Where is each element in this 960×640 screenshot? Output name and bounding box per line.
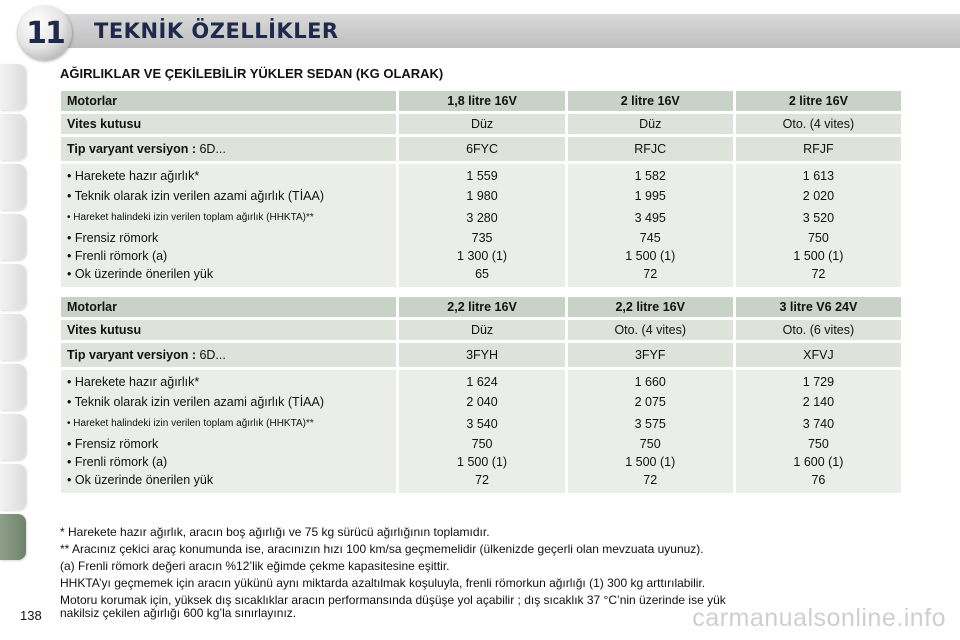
chapter-tab [0, 364, 26, 410]
value-cell: 1 624 [466, 375, 498, 389]
value-cell: 735 [471, 231, 493, 245]
value-cell: 72 [643, 473, 658, 487]
engines-row [61, 91, 901, 111]
value-cell: 1 660 [634, 375, 666, 389]
gearbox-row [61, 320, 901, 340]
engine-cell: 2 litre 16V [736, 91, 901, 111]
engines-label: Motorlar [61, 91, 396, 111]
value-cell: 2 140 [802, 395, 835, 409]
value-cell: 3 520 [802, 211, 835, 225]
value-cell: 750 [807, 231, 829, 245]
variant-cell: RFJF [736, 137, 901, 161]
footnote: * Harekete hazır ağırlık, aracın boş ağırlığı ve 75 kg sürücü ağırlığının toplamıdır. [60, 525, 490, 539]
row-label: • Frensiz römork [67, 437, 159, 451]
chapter-tab-active [0, 514, 26, 560]
value-cell: 3 740 [802, 417, 835, 431]
variant-cell: RFJC [568, 137, 733, 161]
value-cell: 1 995 [634, 189, 666, 203]
row-label: • Frenli römork (a) [67, 249, 168, 263]
chapter-number: 11 [26, 15, 64, 51]
engine-cell: 2,2 litre 16V [568, 297, 733, 317]
row-label: • Teknik olarak izin verilen azami ağırlık (TİAA) [67, 189, 325, 203]
variant-cell: 6FYC [399, 137, 564, 161]
weights-column [568, 370, 733, 493]
gearbox-cell: Oto. (4 vites) [736, 114, 901, 134]
value-cell: 750 [639, 437, 661, 451]
gearbox-cell: Düz [399, 114, 564, 134]
row-label: • Frensiz römork [67, 231, 159, 245]
weights-column [736, 370, 901, 493]
weights-column [399, 164, 564, 287]
value-cell: 2 020 [802, 189, 835, 203]
weights-block [61, 370, 901, 493]
row-label: • Ok üzerinde önerilen yük [67, 267, 214, 281]
engine-cell: 3 litre V6 24V [736, 297, 901, 317]
chapter-tab [0, 314, 26, 360]
chapter-badge [18, 6, 72, 60]
value-cell: 1 729 [802, 375, 835, 389]
variant-label-cell [61, 343, 396, 367]
value-cell: 3 540 [466, 417, 498, 431]
value-cell: 3 280 [466, 211, 498, 225]
weights-block [61, 164, 901, 287]
footnote: Motoru korumak için, yüksek dış sıcaklıklar aracın performansında düşüşe yol açabilir ; dış sıcaklık 37 °C’nin üzerinde ise yük [60, 593, 726, 607]
value-cell: 3 495 [634, 211, 666, 225]
engine-cell: 1,8 litre 16V [399, 91, 564, 111]
gearbox-cell: Oto. (4 vites) [568, 320, 733, 340]
gearbox-row [61, 114, 901, 134]
value-cell: 76 [811, 473, 826, 487]
engine-cell: 2 litre 16V [568, 91, 733, 111]
watermark: carmanualsonline.info [692, 604, 946, 632]
footnote: nakilsiz çekilen ağırlığı 600 kg’la sınırlayınız. [60, 606, 297, 620]
gearbox-cell: Düz [568, 114, 733, 134]
spec-table-1 [58, 88, 904, 290]
value-cell: 72 [811, 267, 826, 281]
variant-row [61, 137, 901, 161]
footnote: HHKTA’yı geçmemek için aracın yükünü aynı miktarda azaltılmak koşuluyla, frenli römorkun ağırlığı (1) 300 kg arttırılabilir. [60, 576, 706, 590]
chapter-tab [0, 414, 26, 460]
row-label: • Hareket halindeki izin verilen toplam ağırlık (HHKTA)** [67, 212, 314, 223]
value-cell: 1 300 (1) [457, 249, 508, 263]
variant-label: Tip varyant versiyon : [67, 348, 196, 362]
value-cell: 750 [471, 437, 493, 451]
value-cell: 1 559 [466, 169, 498, 183]
weights-column [399, 370, 564, 493]
variant-suffix: 6D... [199, 348, 226, 362]
value-cell: 2 075 [634, 395, 666, 409]
engines-label: Motorlar [61, 297, 396, 317]
chapter-tab [0, 464, 26, 510]
footnote: ** Aracınız çekici araç konumunda ise, aracınızın hızı 100 km/sa geçmemelidir (ülkenizde geçerli olan mevzuata uyunuz). [60, 542, 704, 556]
chapter-tab [0, 214, 26, 260]
value-cell: 72 [643, 267, 658, 281]
row-label: • Hareket halindeki izin verilen toplam ağırlık (HHKTA)** [67, 418, 314, 429]
value-cell: 2 040 [466, 395, 498, 409]
gearbox-cell: Düz [399, 320, 564, 340]
value-cell: 1 500 (1) [625, 249, 676, 263]
weights-column [736, 164, 901, 287]
value-cell: 745 [639, 231, 661, 245]
row-label: • Harekete hazır ağırlık* [67, 169, 200, 183]
value-cell: 1 600 (1) [793, 455, 844, 469]
value-cell: 3 575 [634, 417, 666, 431]
weights-labels [61, 370, 396, 493]
value-cell: 1 582 [634, 169, 666, 183]
engines-row [61, 297, 901, 317]
engine-cell: 2,2 litre 16V [399, 297, 564, 317]
row-label: • Frenli römork (a) [67, 455, 168, 469]
value-cell: 1 500 (1) [793, 249, 844, 263]
value-cell: 1 613 [802, 169, 835, 183]
variant-label-cell [61, 137, 396, 161]
value-cell: 1 500 (1) [457, 455, 508, 469]
value-cell: 65 [475, 267, 489, 281]
gearbox-label: Vites kutusu [61, 114, 396, 134]
value-cell: 1 980 [466, 189, 498, 203]
chapter-tab [0, 114, 26, 160]
row-label: • Harekete hazır ağırlık* [67, 375, 200, 389]
value-cell: 72 [475, 473, 489, 487]
footnote: (a) Frenli römork değeri aracın %12’lik eğimde çekme kapasitesine eşittir. [60, 559, 450, 573]
variant-cell: XFVJ [736, 343, 901, 367]
gearbox-cell: Oto. (6 vites) [736, 320, 901, 340]
variant-row [61, 343, 901, 367]
chapter-tab [0, 64, 26, 110]
variant-cell: 3FYH [399, 343, 564, 367]
chapter-tab [0, 164, 26, 210]
gearbox-label: Vites kutusu [61, 320, 396, 340]
row-label: • Teknik olarak izin verilen azami ağırlık (TİAA) [67, 395, 325, 409]
page-number: 138 [20, 608, 42, 623]
weights-labels [61, 164, 396, 287]
section-title: AĞIRLIKLAR VE ÇEKİLEBİLİR YÜKLER SEDAN (KG OLARAK) [60, 66, 444, 81]
variant-cell: 3FYF [568, 343, 733, 367]
chapter-tabs [0, 0, 34, 640]
variant-suffix: 6D... [199, 142, 226, 156]
chapter-tab [0, 264, 26, 310]
row-label: • Ok üzerinde önerilen yük [67, 473, 214, 487]
value-cell: 1 500 (1) [625, 455, 676, 469]
variant-label: Tip varyant versiyon : [67, 142, 196, 156]
spec-table-2 [58, 294, 904, 496]
weights-column [568, 164, 733, 287]
value-cell: 750 [807, 437, 829, 451]
page-title: TEKNİK ÖZELLİKLER [94, 19, 339, 43]
